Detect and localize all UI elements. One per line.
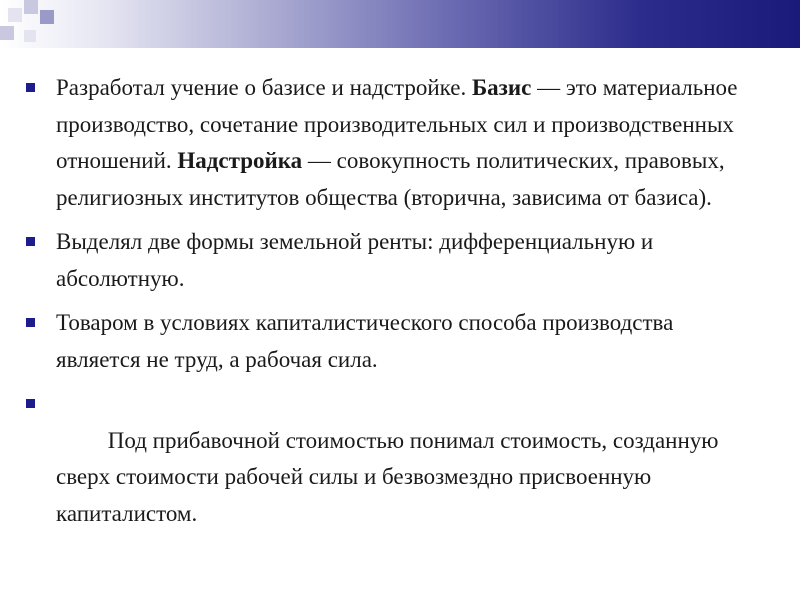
square-bullet-icon [26, 399, 35, 408]
square-bullet-icon [26, 237, 35, 246]
text-run: — совокупность политических, правовых, религиозных институтов общества (вторична, зависима от базиса). [56, 148, 725, 210]
text-run: Разработал учение о базисе и надстройке. [56, 75, 472, 100]
text-run: — это материальное производство, сочетание производительных сил и производственных отношений. [56, 75, 738, 173]
text-run: Выделял две формы земельной ренты: дифференциальную и абсолютную. [56, 229, 654, 291]
bullet-item [22, 70, 762, 216]
bullet-text [56, 310, 673, 372]
square-bullet-icon [26, 83, 35, 92]
square-bullet-icon [26, 318, 35, 327]
decor-square [40, 10, 54, 24]
bullet-item [22, 386, 762, 569]
text-run: Под прибавочной стоимостью понимал стоимость, созданную сверх стоимости рабочей силы и безвозмездно присвоенную капиталистом. [56, 427, 725, 526]
bullet-list [22, 70, 762, 577]
bold-term-basis: Базис [471, 75, 532, 100]
decor-square [8, 8, 22, 22]
decor-square [24, 30, 36, 42]
header-gradient-bar [0, 0, 800, 48]
bullet-text [56, 75, 738, 210]
bullet-item [22, 305, 762, 378]
text-run: Товаром в условиях капиталистического способа производства является не труд, а рабочая сила. [56, 310, 674, 372]
decor-square [0, 26, 14, 40]
bullet-item [22, 224, 762, 297]
decorative-squares [0, 0, 60, 60]
decor-square [24, 0, 38, 14]
bullet-text [56, 229, 653, 291]
bullet-text [56, 428, 724, 563]
bold-term-superstructure: Надстройка [177, 148, 303, 173]
